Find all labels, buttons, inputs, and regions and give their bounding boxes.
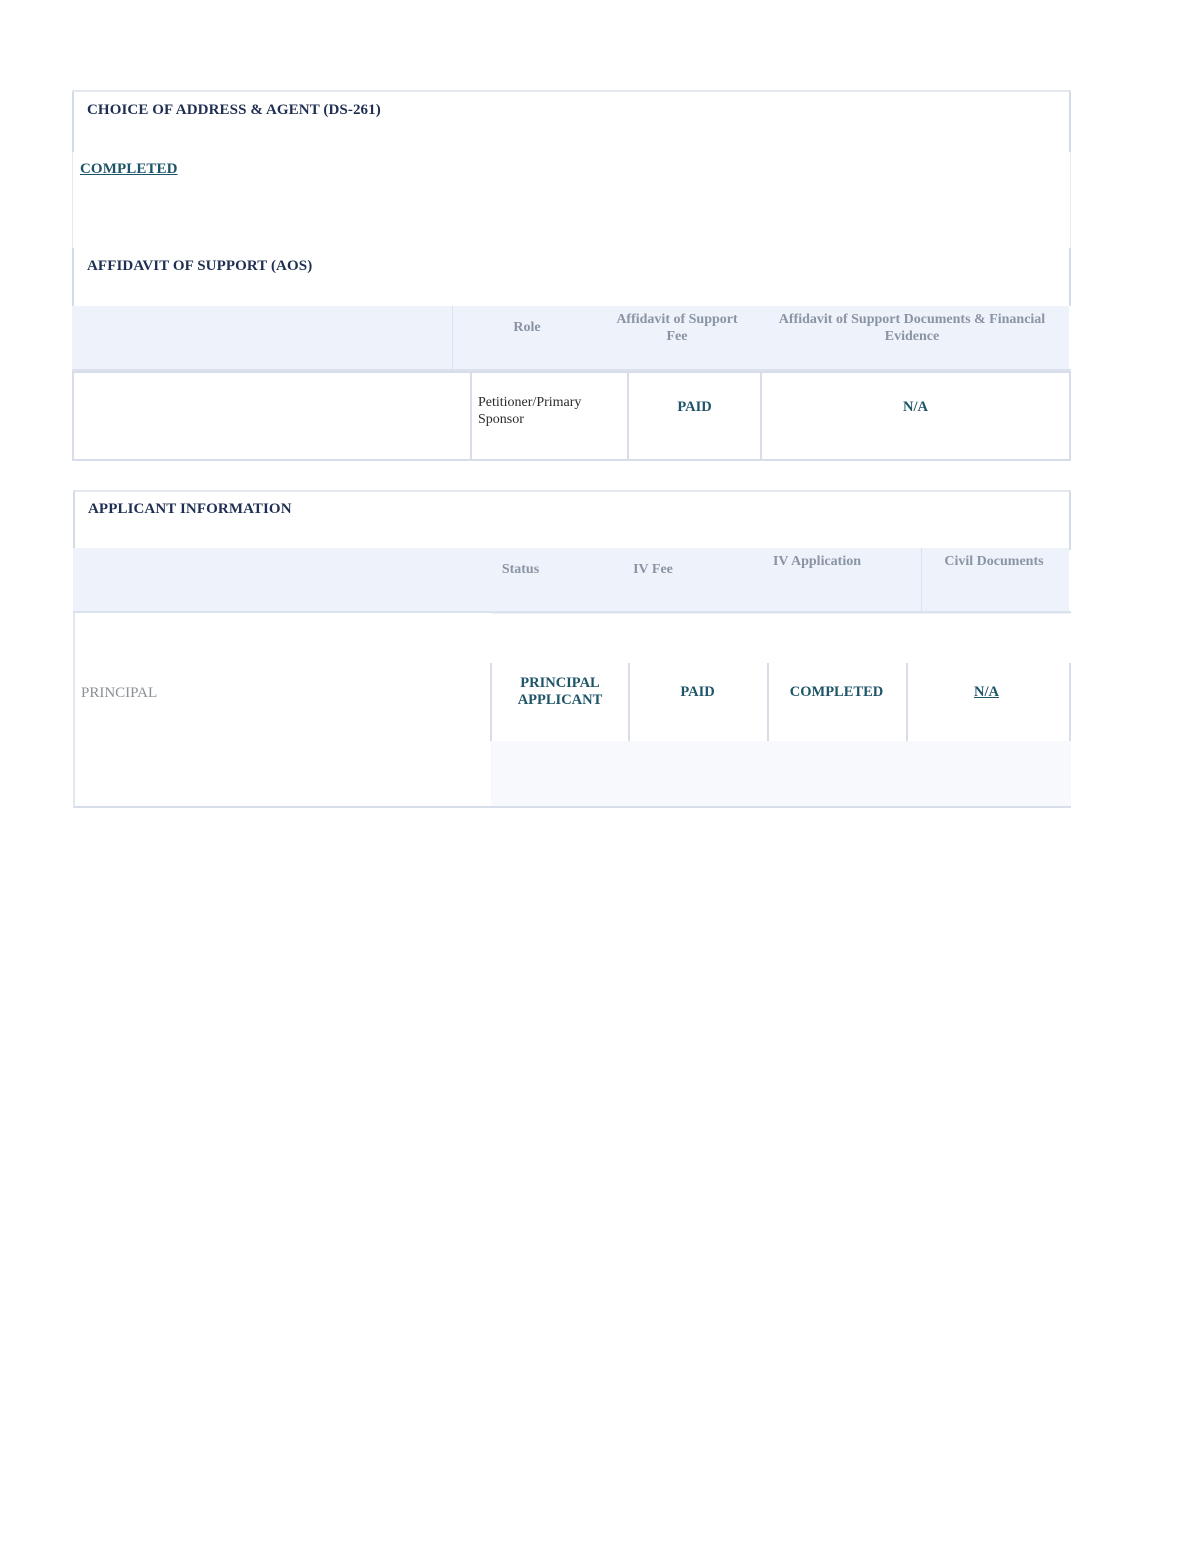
applicant-row-status: PRINCIPAL APPLICANT xyxy=(517,675,603,708)
applicant-header-divider xyxy=(921,548,922,612)
applicant-col-status: Status xyxy=(501,562,540,577)
ds261-left-border-lower xyxy=(72,152,73,252)
aos-row-name-cell xyxy=(72,371,472,461)
aos-row-docs-cell xyxy=(760,371,1071,461)
applicant-iv-application-cell xyxy=(767,663,908,741)
aos-row-fee-cell xyxy=(627,371,762,461)
applicant-row-footer-band xyxy=(491,741,1071,806)
aos-row-docs: N/A xyxy=(903,399,928,415)
applicant-title: APPLICANT INFORMATION xyxy=(88,501,292,517)
applicant-col-iv-application: IV Application xyxy=(772,554,862,569)
applicant-status-cell xyxy=(490,663,630,741)
ds261-title: CHOICE OF ADDRESS & AGENT (DS-261) xyxy=(87,102,381,118)
applicant-header-band xyxy=(73,548,1069,612)
applicant-col-iv-fee: IV Fee xyxy=(633,562,673,577)
ds261-right-border xyxy=(1069,92,1071,152)
aos-row-role-cell xyxy=(470,371,629,461)
aos-row-role: Petitioner/Primary Sponsor xyxy=(478,395,582,427)
aos-title: AFFIDAVIT OF SUPPORT (AOS) xyxy=(87,258,313,274)
aos-col-role: Role xyxy=(513,320,541,335)
aos-right-border xyxy=(1069,248,1071,306)
aos-header-band xyxy=(72,306,1069,370)
ds261-completed-link[interactable]: COMPLETED xyxy=(80,161,178,177)
applicant-row-civil-documents-link[interactable]: N/A xyxy=(974,684,999,700)
applicant-row-iv-fee: PAID xyxy=(680,684,715,700)
applicant-row-iv-application: COMPLETED xyxy=(789,684,884,700)
aos-col-fee: Affidavit of Support Fee xyxy=(616,312,738,344)
applicant-iv-fee-cell xyxy=(628,663,769,741)
applicant-right-border xyxy=(1069,492,1071,550)
ds261-left-border xyxy=(72,92,74,152)
aos-title-bar xyxy=(72,248,1071,306)
applicant-title-bar xyxy=(73,490,1071,550)
ds261-section xyxy=(72,90,1071,250)
applicant-left-border xyxy=(73,492,75,550)
ds261-right-border-lower xyxy=(1070,152,1071,252)
aos-left-border xyxy=(72,248,74,306)
aos-col-docs: Affidavit of Support Documents & Financial Evidence xyxy=(778,312,1046,344)
applicant-row-cell-top-line xyxy=(491,613,1071,614)
aos-header-divider xyxy=(452,306,453,370)
applicant-col-civil-documents: Civil Documents xyxy=(944,554,1044,569)
applicant-row-name: PRINCIPAL xyxy=(81,685,158,701)
aos-row-fee: PAID xyxy=(677,399,712,415)
applicant-civil-documents-cell xyxy=(906,663,1071,741)
